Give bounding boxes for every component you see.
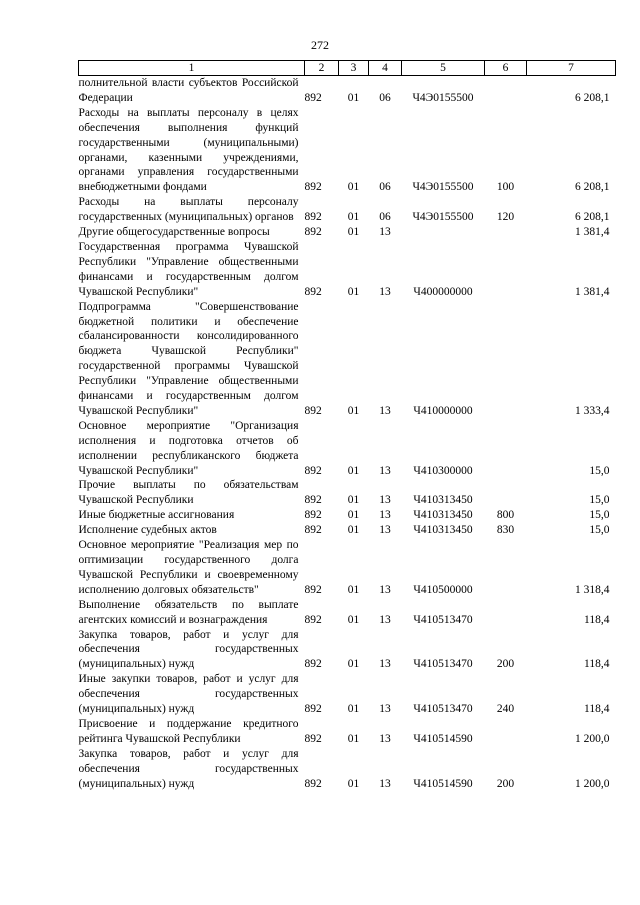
row-name: Подпрограмма "Совершенствование бюджетной политики и обеспечение сбалансированности консолидированного бюджета Чувашской Республики" государственной программы Чувашской Республики "Управление общественными финансами и государственным долгом Чувашской Республики" — [78, 300, 299, 417]
header-row — [79, 61, 616, 76]
row-grbs: 892 — [304, 181, 322, 194]
column-header-grbs: 2 — [305, 61, 339, 76]
row-target-article: Ч410000000 — [413, 404, 473, 417]
row-grbs: 892 — [304, 509, 322, 522]
row-subsection: 13 — [379, 464, 391, 477]
row-subsection: 13 — [379, 404, 391, 417]
row-section: 01 — [347, 703, 360, 716]
row-section: 01 — [347, 404, 360, 417]
row-subsection: 13 — [379, 777, 391, 790]
table-row — [79, 106, 616, 195]
row-subsection: 13 — [379, 732, 391, 745]
row-target-article: Ч410513470 — [413, 703, 473, 716]
column-header-amount: 7 — [527, 61, 616, 76]
row-expense-type — [485, 240, 527, 300]
row-subsection: 13 — [379, 524, 391, 537]
table-row — [79, 76, 616, 106]
table-row — [79, 195, 616, 225]
row-target-article: Ч410513470 — [413, 613, 473, 626]
row-subsection: 06 — [379, 211, 391, 224]
row-grbs: 892 — [304, 404, 322, 417]
table-row — [79, 508, 616, 523]
row-expense-type — [485, 538, 527, 598]
row-grbs: 892 — [304, 658, 322, 671]
row-name: Расходы на выплаты персоналу государственных (муниципальных) органов — [78, 196, 299, 224]
row-subsection: 13 — [379, 613, 391, 626]
row-target-article — [402, 225, 485, 240]
row-name: Расходы на выплаты персоналу в целях обеспечения выполнения функций государственными (муниципальными) органами, казенными учреждениями, органами управления государственными внебюджетными фондами — [78, 106, 299, 194]
row-target-article: Ч4Э0155500 — [412, 211, 474, 224]
row-expense-type: 200 — [496, 777, 515, 790]
row-target-article: Ч4Э0155500 — [412, 181, 474, 194]
row-target-article: Ч410313450 — [413, 494, 473, 507]
row-section: 01 — [347, 211, 360, 224]
table-row — [79, 300, 616, 419]
row-grbs: 892 — [304, 91, 322, 104]
row-target-article: Ч410313450 — [413, 524, 473, 537]
row-expense-type — [485, 419, 527, 479]
row-subsection: 13 — [379, 285, 391, 298]
row-amount: 15,0 — [589, 509, 610, 522]
row-subsection: 13 — [379, 494, 391, 507]
row-section: 01 — [347, 494, 360, 507]
column-header-subsection: 4 — [369, 61, 402, 76]
row-expense-type — [485, 300, 527, 419]
row-amount: 1 200,0 — [575, 732, 610, 745]
row-grbs: 892 — [304, 703, 322, 716]
row-amount: 1 318,4 — [575, 583, 610, 596]
row-amount: 15,0 — [589, 524, 610, 537]
table-row — [79, 747, 616, 792]
row-expense-type: 200 — [496, 658, 515, 671]
row-amount: 15,0 — [589, 494, 610, 507]
row-section: 01 — [347, 226, 360, 239]
row-amount: 1 200,0 — [575, 777, 610, 790]
row-name: Выполнение обязательств по выплате агентских комиссий и вознаграждения — [78, 598, 299, 626]
row-grbs: 892 — [304, 464, 322, 477]
row-amount: 6 208,1 — [575, 181, 610, 194]
row-name: полнительной власти субъектов Российской Федерации — [78, 77, 299, 104]
row-amount: 6 208,1 — [575, 91, 610, 104]
row-grbs: 892 — [304, 226, 322, 239]
row-amount: 1 333,4 — [575, 404, 610, 417]
row-section: 01 — [347, 732, 360, 745]
row-amount: 118,4 — [584, 703, 610, 716]
column-header-name: 1 — [79, 61, 305, 76]
row-expense-type: 830 — [496, 524, 515, 537]
table-row — [79, 717, 616, 747]
row-grbs: 892 — [304, 613, 322, 626]
row-target-article: Ч410514590 — [413, 732, 473, 745]
row-section: 01 — [347, 509, 360, 522]
table-row — [79, 628, 616, 673]
row-section: 01 — [347, 777, 360, 790]
column-header-target-article: 5 — [402, 61, 485, 76]
row-expense-type: 240 — [496, 703, 515, 716]
row-name: Иные закупки товаров, работ и услуг для обеспечения государственных (муниципальных) нужд — [78, 673, 299, 716]
column-header-section: 3 — [339, 61, 369, 76]
row-name: Закупка товаров, работ и услуг для обеспечения государственных (муниципальных) нужд — [78, 628, 299, 671]
row-subsection: 13 — [379, 509, 391, 522]
budget-table — [78, 60, 616, 792]
row-grbs: 892 — [304, 285, 322, 298]
row-amount: 6 208,1 — [575, 211, 610, 224]
row-target-article: Ч410514590 — [413, 777, 473, 790]
table-row — [79, 478, 616, 508]
row-grbs: 892 — [304, 732, 322, 745]
row-amount: 1 381,4 — [575, 226, 610, 239]
row-target-article: Ч410300000 — [413, 464, 473, 477]
row-grbs: 892 — [304, 777, 322, 790]
row-target-article: Ч4Э0155500 — [412, 91, 474, 104]
row-subsection: 13 — [379, 226, 391, 239]
table-row — [79, 598, 616, 628]
table-row — [79, 419, 616, 479]
row-section: 01 — [347, 524, 360, 537]
row-expense-type — [485, 717, 527, 747]
row-expense-type — [485, 76, 527, 106]
row-target-article: Ч410513470 — [413, 658, 473, 671]
row-section: 01 — [347, 285, 360, 298]
row-subsection: 13 — [379, 658, 391, 671]
row-section: 01 — [347, 583, 360, 596]
row-expense-type: 800 — [496, 509, 515, 522]
table-row — [79, 523, 616, 538]
row-expense-type — [485, 598, 527, 628]
row-name: Прочие выплаты по обязательствам Чувашской Республики — [78, 479, 299, 507]
row-target-article: Ч400000000 — [413, 285, 473, 298]
row-name: Закупка товаров, работ и услуг для обеспечения государственных (муниципальных) нужд — [78, 747, 299, 790]
row-amount: 118,4 — [584, 613, 610, 626]
table-row — [79, 225, 616, 240]
table-row — [79, 672, 616, 717]
row-section: 01 — [347, 181, 360, 194]
row-target-article: Ч410313450 — [413, 509, 473, 522]
row-grbs: 892 — [304, 494, 322, 507]
row-grbs: 892 — [304, 211, 322, 224]
row-name: Основное мероприятие "Организация исполнения и подготовка отчетов об исполнении республиканского бюджета Чувашской Республики" — [78, 419, 299, 477]
row-amount: 15,0 — [589, 464, 610, 477]
row-name: Государственная программа Чувашской Республики "Управление общественными финансами и государственным долгом Чувашской Республики" — [78, 240, 299, 298]
row-amount: 118,4 — [584, 658, 610, 671]
row-expense-type: 100 — [496, 181, 515, 194]
row-name: Исполнение судебных актов — [78, 524, 217, 537]
row-section: 01 — [347, 464, 360, 477]
row-section: 01 — [347, 613, 360, 626]
row-name: Другие общегосударственные вопросы — [78, 226, 270, 239]
row-section: 01 — [347, 91, 360, 104]
row-grbs: 892 — [304, 524, 322, 537]
row-name: Присвоение и поддержание кредитного рейтинга Чувашской Республики — [78, 717, 299, 745]
row-subsection: 06 — [379, 181, 391, 194]
row-subsection: 06 — [379, 91, 391, 104]
page-number: 272 — [311, 38, 329, 52]
row-expense-type — [485, 225, 527, 240]
row-target-article: Ч410500000 — [413, 583, 473, 596]
table-row — [79, 240, 616, 300]
table-row — [79, 538, 616, 598]
row-amount: 1 381,4 — [575, 285, 610, 298]
row-name: Иные бюджетные ассигнования — [78, 509, 235, 522]
row-subsection: 13 — [379, 703, 391, 716]
row-section: 01 — [347, 658, 360, 671]
row-subsection: 13 — [379, 583, 391, 596]
column-header-expense-type: 6 — [485, 61, 527, 76]
row-expense-type — [485, 478, 527, 508]
row-expense-type: 120 — [496, 211, 515, 224]
row-grbs: 892 — [304, 583, 322, 596]
row-name: Основное мероприятие "Реализация мер по оптимизации государственного долга Чувашской Республики и своевременному исполнению долговых обязательств" — [78, 539, 299, 596]
